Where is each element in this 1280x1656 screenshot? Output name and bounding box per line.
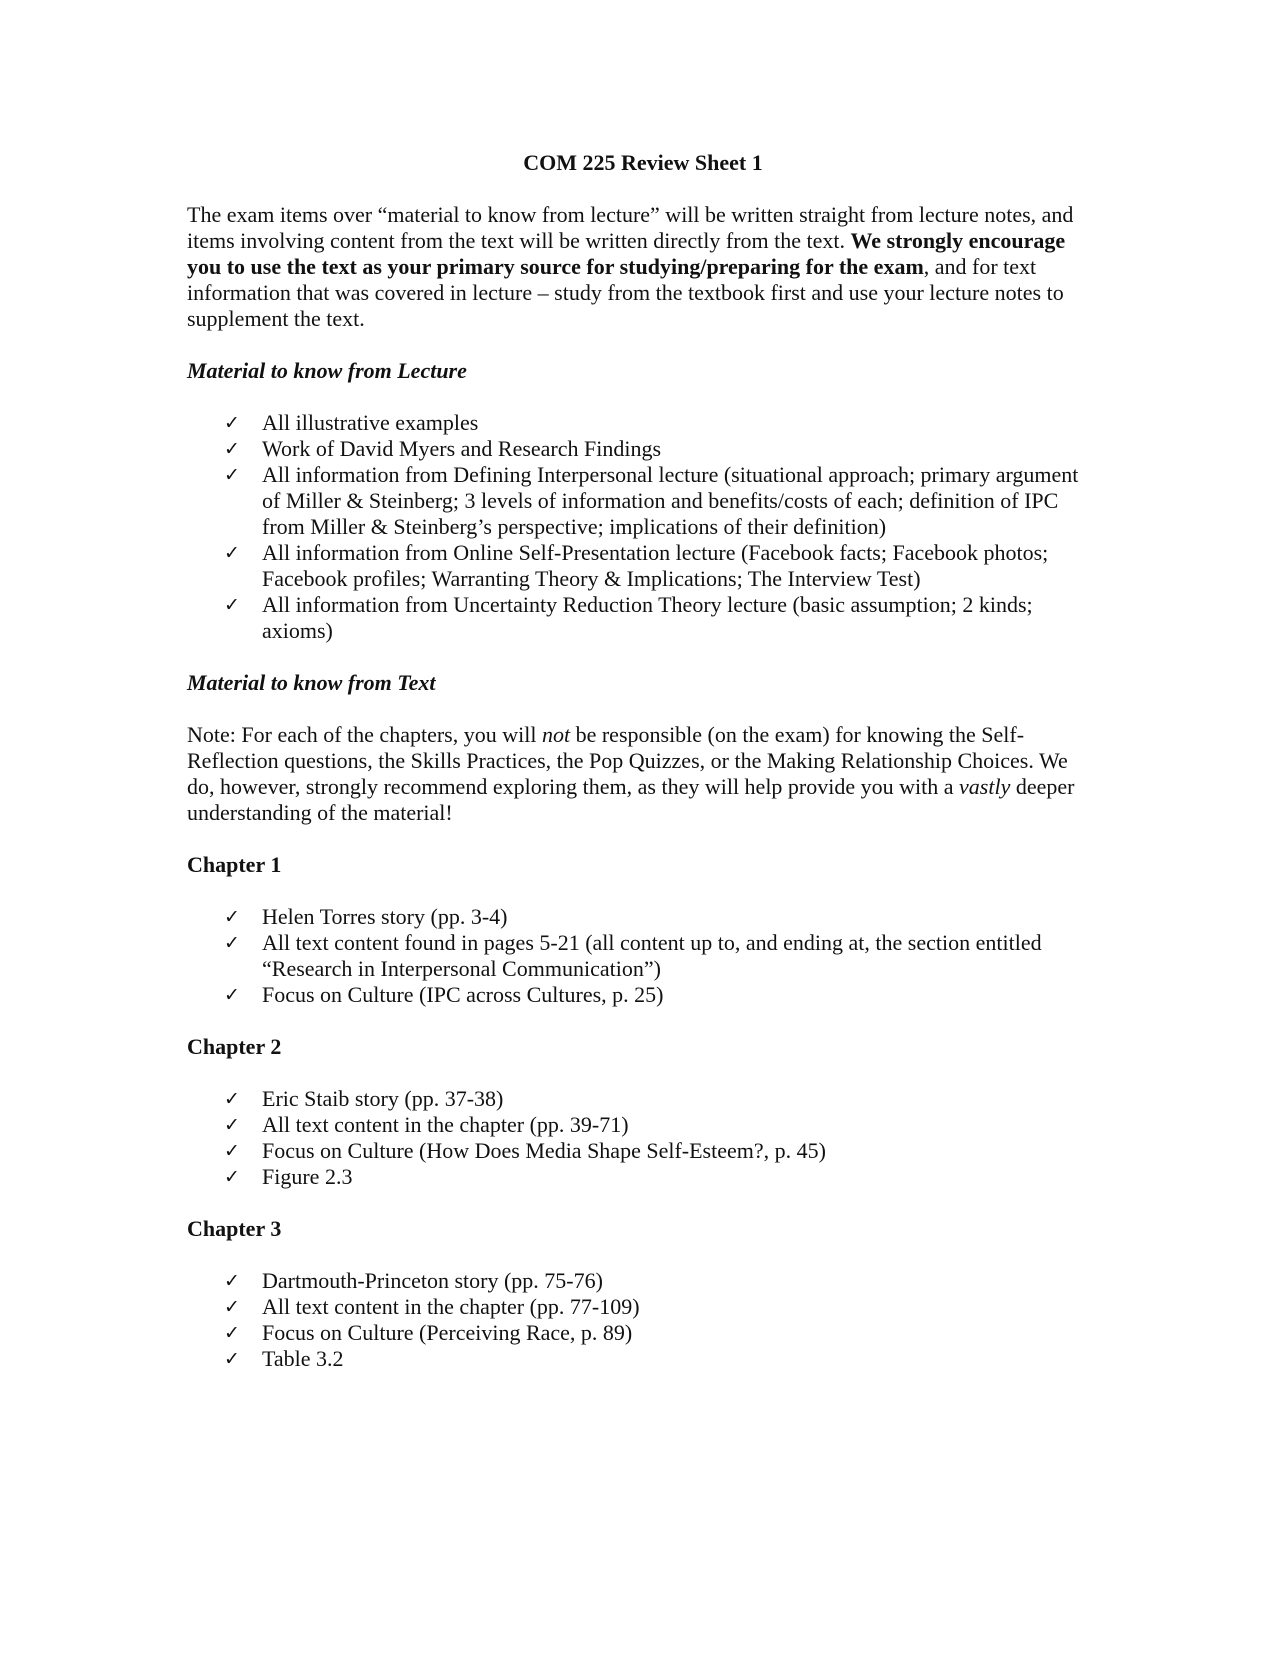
note-paragraph xyxy=(187,722,1097,826)
list-item xyxy=(187,1268,1097,1294)
note-text-3: deeper understanding of the material! xyxy=(187,774,1075,825)
list-item xyxy=(187,1164,1097,1190)
checkmark-icon: ✓ xyxy=(224,984,240,1006)
checkmark-icon: ✓ xyxy=(224,906,240,928)
checkmark-icon: ✓ xyxy=(224,1322,240,1344)
list-item xyxy=(187,540,1097,592)
list-item xyxy=(187,592,1097,644)
list-item xyxy=(187,436,1097,462)
checkmark-icon: ✓ xyxy=(224,438,240,460)
list-item-text: All text content in the chapter (pp. 77-109) xyxy=(262,1294,640,1319)
document-page xyxy=(187,150,1097,1398)
intro-bold-text: We strongly encourage you to use the text as your primary source for studying/preparing for the exam xyxy=(187,228,1066,279)
list-item-text: Figure 2.3 xyxy=(262,1164,353,1189)
list-item xyxy=(187,930,1097,982)
list-item-text: Dartmouth-Princeton story (pp. 75-76) xyxy=(262,1268,603,1293)
checkmark-icon: ✓ xyxy=(224,542,240,564)
list-item xyxy=(187,1320,1097,1346)
chapter-1-heading: Chapter 1 xyxy=(187,852,282,877)
checkmark-icon: ✓ xyxy=(224,1166,240,1188)
checkmark-icon: ✓ xyxy=(224,1296,240,1318)
note-text-1: Note: For each of the chapters, you will xyxy=(187,722,542,747)
lecture-section-heading: Material to know from Lecture xyxy=(187,358,467,383)
checkmark-icon: ✓ xyxy=(224,1088,240,1110)
list-item-text: Work of David Myers and Research Findings xyxy=(262,436,662,461)
checkmark-icon: ✓ xyxy=(224,594,240,616)
checkmark-icon: ✓ xyxy=(224,932,240,954)
chapter-3-list xyxy=(187,1268,1097,1372)
list-item xyxy=(187,410,1097,436)
chapter-2-heading: Chapter 2 xyxy=(187,1034,282,1059)
list-item xyxy=(187,1294,1097,1320)
checkmark-icon: ✓ xyxy=(224,412,240,434)
list-item-text: All text content in the chapter (pp. 39-71) xyxy=(262,1112,629,1137)
chapter-1-list xyxy=(187,904,1097,1008)
list-item xyxy=(187,1346,1097,1372)
document-title: COM 225 Review Sheet 1 xyxy=(523,150,763,175)
list-item xyxy=(187,1112,1097,1138)
list-item xyxy=(187,904,1097,930)
list-item-text: All information from Uncertainty Reduction Theory lecture (basic assumption; 2 kinds; axioms) xyxy=(262,592,1033,643)
checkmark-icon: ✓ xyxy=(224,1114,240,1136)
note-text-2: be responsible (on the exam) for knowing the Self-Reflection questions, the Skills Practices, the Pop Quizzes, or the Making Relationship Choices. We do, however, strongly recommend exploring them, as they will help provide you with a xyxy=(187,722,1068,799)
checkmark-icon: ✓ xyxy=(224,464,240,486)
list-item xyxy=(187,1086,1097,1112)
checkmark-icon: ✓ xyxy=(224,1348,240,1370)
lecture-items-list xyxy=(187,410,1097,644)
intro-text-2: , and for text information that was covered in lecture – study from the textbook first and use your lecture notes to supplement the text. xyxy=(187,254,1064,331)
list-item-text: All information from Online Self-Presentation lecture (Facebook facts; Facebook photos; Facebook profiles; Warranting Theory & Implications; The Interview Test) xyxy=(262,540,1049,591)
list-item-text: Focus on Culture (IPC across Cultures, p. 25) xyxy=(262,982,664,1007)
list-item-text: Focus on Culture (How Does Media Shape Self-Esteem?, p. 45) xyxy=(262,1138,826,1163)
text-section-heading: Material to know from Text xyxy=(187,670,436,695)
list-item-text: Eric Staib story (pp. 37-38) xyxy=(262,1086,504,1111)
checkmark-icon: ✓ xyxy=(224,1140,240,1162)
list-item-text: Focus on Culture (Perceiving Race, p. 89) xyxy=(262,1320,633,1345)
list-item-text: Table 3.2 xyxy=(262,1346,344,1371)
list-item-text: All illustrative examples xyxy=(262,410,479,435)
note-italic-1: not xyxy=(541,722,571,747)
checkmark-icon: ✓ xyxy=(224,1270,240,1292)
chapter-2-list xyxy=(187,1086,1097,1190)
list-item xyxy=(187,462,1097,540)
intro-paragraph xyxy=(187,202,1097,332)
intro-text-1: The exam items over “material to know from lecture” will be written straight from lecture notes, and items involving content from the text will be written directly from the text. xyxy=(187,202,1074,253)
list-item xyxy=(187,982,1097,1008)
list-item-text: Helen Torres story (pp. 3-4) xyxy=(262,904,508,929)
list-item-text: All text content found in pages 5-21 (all content up to, and ending at, the section entitled “Research in Interpersonal Communication”) xyxy=(262,930,1042,981)
chapter-3-heading: Chapter 3 xyxy=(187,1216,282,1241)
list-item xyxy=(187,1138,1097,1164)
note-italic-2: vastly xyxy=(959,774,1011,799)
list-item-text: All information from Defining Interpersonal lecture (situational approach; primary argument of Miller & Steinberg; 3 levels of information and benefits/costs of each; definition of IPC from Miller & Steinberg’s perspective; implications of their definition) xyxy=(262,462,1079,539)
